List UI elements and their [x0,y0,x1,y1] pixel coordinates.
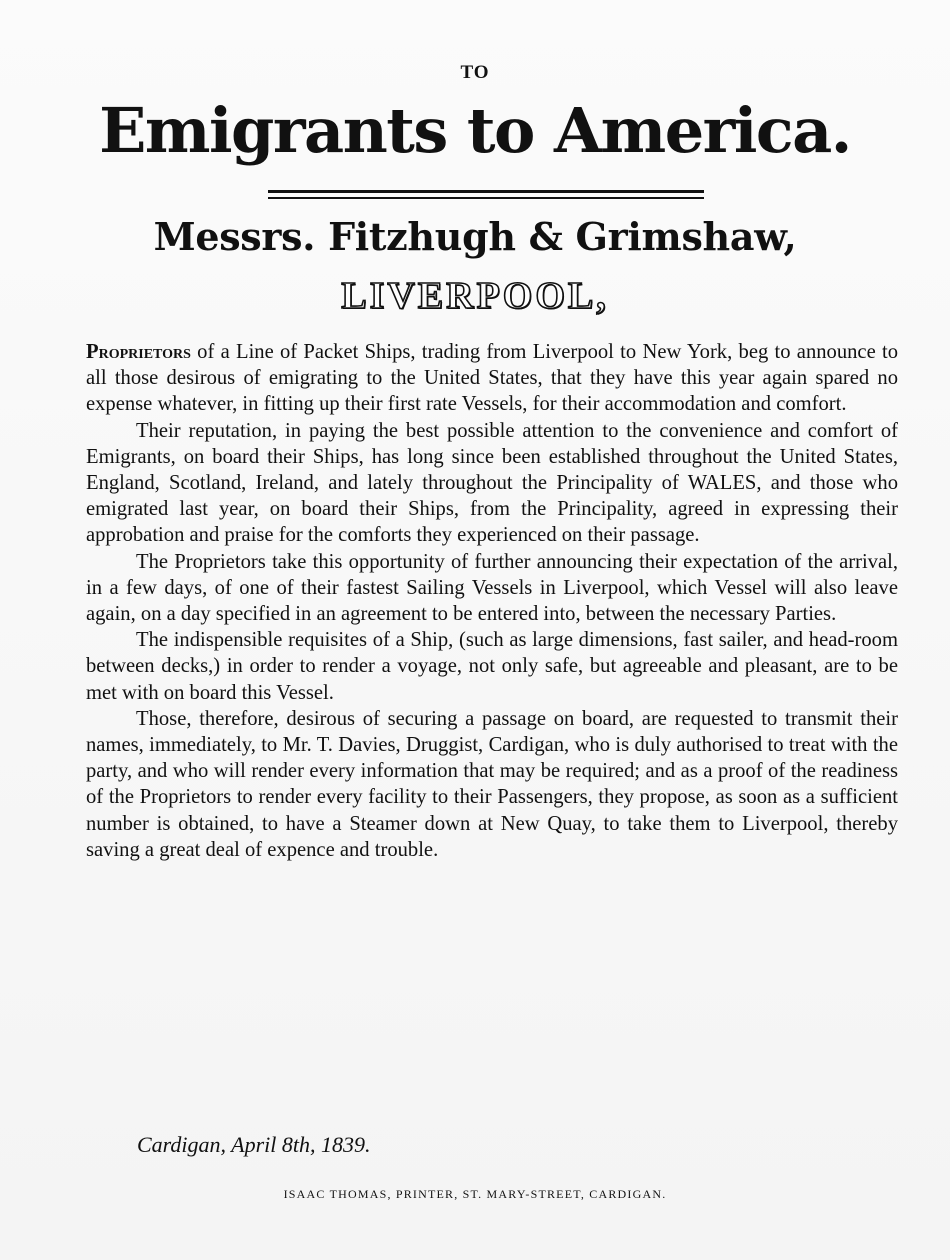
dateline: Cardigan, April 8th, 1839. [137,1132,371,1157]
headline-rule-thick [268,190,704,193]
paragraph-5: Those, therefore, desirous of securing a passage on board, are requested to transmit their names, immediately, to Mr. T. Davies, Druggist, Cardigan, who is duly authorised to treat with the party, and who will render every information that may be required; and as a proof of the readiness of the Proprietors to render every facility to their Passengers, they propose, as soon as a sufficient number is obtained, to have a Steamer down at New Quay, to take them to Liverpool, thereby saving a great deal of expence and trouble. [86,707,898,861]
company-name: Messrs. Fitzhugh & Grimshaw, [153,214,797,259]
paragraph-1 [86,339,898,418]
paragraph-3: The Proprietors take this opportunity of further announcing their expectation of the arrival, in a few days, of one of their fastest Sailing Vessels in Liverpool, which Vessel will also leave again, on a day specified in an agreement to be entered into, between the necessary Parties. [86,550,898,626]
paragraph-2: Their reputation, in paying the best possible attention to the convenience and comfort of Emigrants, on board their Ships, has long since been established throughout the United States, England, Scotland, Ireland, and lately throughout the Principality of WALES, and those who emigrated last year, on board their Ships, from the Principality, agreed in expressing their approbation and praise for the comforts they experienced on their passage. [86,419,898,547]
paragraph-4: The indispensible requisites of a Ship, (such as large dimensions, fast sailer, and head-room between decks,) in order to render a voyage, not only safe, but agreeable and pleasant, are to be met with on board this Vessel. [86,629,898,704]
printer-imprint: ISAAC THOMAS, PRINTER, ST. MARY-STREET, CARDIGAN. [283,1187,667,1201]
company-city: LIVERPOOL, [341,275,609,317]
poster-to-line: TO [460,62,490,83]
poster-body [86,339,898,863]
poster-headline: Emigrants to America. [99,94,851,167]
headline-rule-thin [268,197,704,199]
paragraph-1-text: of a Line of Packet Ships, trading from Liverpool to New York, beg to announce to all those desirous of emigrating to the United States, that they have this year again spared no expense whatever, in fitting up their first rate Vessels, for their accommodation and comfort. [86,341,898,416]
paragraph-1-lead: Proprietors [86,341,191,363]
